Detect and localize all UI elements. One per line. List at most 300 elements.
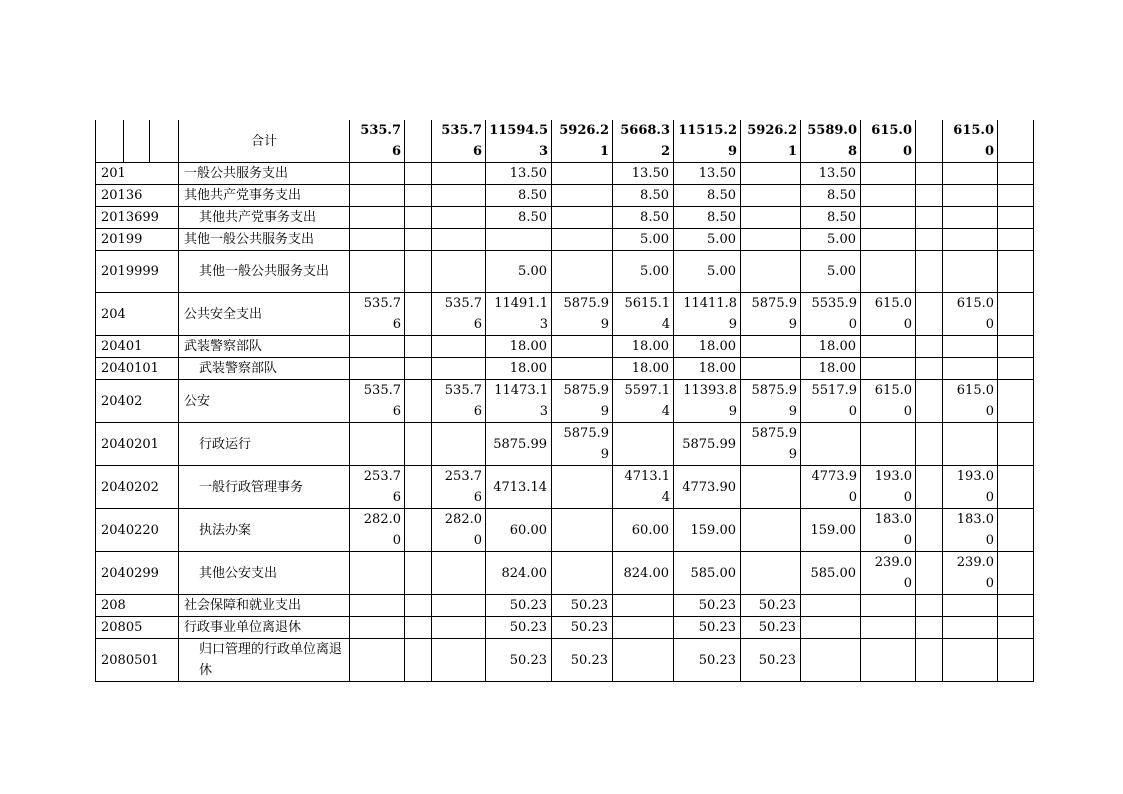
value-part: 9: [788, 447, 797, 462]
value-cell: [405, 595, 432, 617]
value-cell: [405, 229, 432, 251]
value-cell: [613, 595, 674, 617]
row-name: 其他公安支出: [179, 552, 350, 595]
value-cell: 60.00: [613, 509, 674, 552]
table-row: [96, 595, 1034, 617]
value-cell: [613, 293, 674, 336]
value-cell: [943, 336, 998, 358]
value-part: 3: [539, 317, 548, 332]
value-cell: [405, 358, 432, 380]
value-cell: 5875.99: [674, 423, 741, 466]
value-cell: [613, 639, 674, 682]
value-cell: [552, 120, 613, 163]
value-cell: [552, 185, 613, 207]
value-cell: [405, 423, 432, 466]
value-cell: [861, 293, 916, 336]
value-cell: [998, 293, 1034, 336]
value-cell: 5.00: [674, 229, 741, 251]
value-cell: [350, 617, 405, 639]
table-row: [96, 380, 1034, 423]
value-part: 193.0: [874, 469, 912, 484]
value-cell: [741, 466, 801, 509]
value-cell: [916, 617, 943, 639]
value-cell: [432, 229, 486, 251]
value-cell: [350, 423, 405, 466]
value-cell: [486, 380, 552, 423]
value-cell: [552, 336, 613, 358]
value-part: 11594.5: [489, 123, 548, 138]
value-cell: 18.00: [801, 358, 861, 380]
table-row: [96, 185, 1034, 207]
value-cell: [916, 293, 943, 336]
value-part: 5875.9: [751, 383, 797, 398]
value-cell: [741, 423, 801, 466]
value-part: 6: [473, 490, 482, 505]
value-cell: [350, 509, 405, 552]
value-cell: [801, 466, 861, 509]
value-cell: [741, 380, 801, 423]
code-subcell: [124, 120, 150, 163]
value-cell: [552, 423, 613, 466]
value-part: 11473.1: [494, 383, 548, 398]
value-cell: 5875.99: [486, 423, 552, 466]
value-cell: [861, 336, 916, 358]
value-part: 11411.8: [683, 296, 737, 311]
value-cell: [741, 207, 801, 229]
value-part: 615.0: [874, 296, 912, 311]
value-part: 5615.1: [624, 296, 670, 311]
value-cell: [916, 466, 943, 509]
value-cell: [350, 358, 405, 380]
value-part: 11491.1: [494, 296, 548, 311]
row-name: 行政事业单位离退休: [179, 617, 350, 639]
value-part: 4: [661, 490, 670, 505]
value-part: 5875.9: [751, 426, 797, 441]
value-part: 11393.8: [683, 383, 737, 398]
value-cell: 824.00: [613, 552, 674, 595]
row-code: 2040201: [96, 423, 179, 466]
value-part: 535.7: [360, 123, 401, 138]
value-cell: [998, 423, 1034, 466]
value-cell: [916, 251, 943, 293]
value-part: 615.0: [956, 296, 994, 311]
value-cell: [741, 229, 801, 251]
value-cell: 13.50: [801, 163, 861, 185]
value-cell: [916, 207, 943, 229]
row-name: 其他共产党事务支出: [179, 185, 350, 207]
value-part: 0: [392, 533, 401, 548]
value-cell: [405, 617, 432, 639]
value-part: 0: [985, 404, 994, 419]
value-cell: [861, 163, 916, 185]
value-cell: [552, 229, 613, 251]
value-cell: [405, 552, 432, 595]
table-row: [96, 251, 1034, 293]
table-row: [96, 509, 1034, 552]
value-cell: 4773.90: [674, 466, 741, 509]
row-name: 归口管理的行政单位离退休: [179, 639, 350, 682]
value-cell: 5.00: [613, 229, 674, 251]
value-cell: [552, 466, 613, 509]
row-code: 2040220: [96, 509, 179, 552]
value-cell: 5.00: [674, 251, 741, 293]
value-cell: [741, 120, 801, 163]
value-cell: [943, 509, 998, 552]
value-cell: [861, 251, 916, 293]
value-cell: [405, 466, 432, 509]
value-cell: [801, 617, 861, 639]
value-cell: [861, 423, 916, 466]
value-cell: [943, 163, 998, 185]
value-cell: [741, 552, 801, 595]
row-name: 武装警察部队: [179, 358, 350, 380]
value-part: 6: [472, 144, 482, 159]
value-cell: [861, 617, 916, 639]
value-cell: [741, 251, 801, 293]
value-part: 9: [728, 317, 737, 332]
value-cell: 585.00: [801, 552, 861, 595]
value-cell: [943, 293, 998, 336]
value-cell: [998, 229, 1034, 251]
value-cell: [943, 617, 998, 639]
value-cell: [861, 207, 916, 229]
value-part: 1: [599, 144, 609, 159]
value-cell: [350, 185, 405, 207]
value-part: 6: [391, 144, 401, 159]
value-cell: [674, 380, 741, 423]
value-cell: 50.23: [674, 639, 741, 682]
value-part: 9: [788, 404, 797, 419]
value-part: 535.7: [441, 123, 482, 138]
value-part: 535.7: [444, 296, 482, 311]
value-cell: [998, 120, 1034, 163]
value-part: 5875.9: [751, 296, 797, 311]
value-cell: [916, 185, 943, 207]
value-cell: 50.23: [552, 617, 613, 639]
value-cell: 50.23: [741, 617, 801, 639]
value-cell: [998, 639, 1034, 682]
value-cell: [432, 423, 486, 466]
row-code: 2040101: [96, 358, 179, 380]
value-cell: [998, 163, 1034, 185]
value-cell: 18.00: [801, 336, 861, 358]
value-cell: 50.23: [674, 617, 741, 639]
value-part: 6: [392, 317, 401, 332]
value-cell: [998, 358, 1034, 380]
value-cell: [432, 380, 486, 423]
value-cell: [405, 163, 432, 185]
value-cell: 824.00: [486, 552, 552, 595]
value-cell: [801, 380, 861, 423]
value-cell: 8.50: [801, 185, 861, 207]
value-part: 0: [985, 317, 994, 332]
row-name: 公共安全支出: [179, 293, 350, 336]
value-cell: [432, 163, 486, 185]
value-part: 6: [473, 404, 482, 419]
value-cell: [943, 185, 998, 207]
value-cell: [916, 358, 943, 380]
code-subcell: [150, 120, 179, 163]
value-cell: [674, 293, 741, 336]
value-cell: [350, 163, 405, 185]
value-cell: [916, 423, 943, 466]
value-cell: [998, 185, 1034, 207]
value-cell: [552, 163, 613, 185]
value-cell: [943, 552, 998, 595]
value-cell: [741, 185, 801, 207]
value-part: 4: [661, 317, 670, 332]
value-cell: [432, 207, 486, 229]
value-part: 5926.2: [559, 123, 609, 138]
value-cell: 50.23: [486, 639, 552, 682]
value-part: 239.0: [874, 555, 912, 570]
table-row: [96, 163, 1034, 185]
value-cell: [861, 229, 916, 251]
value-cell: [486, 229, 552, 251]
value-cell: [405, 293, 432, 336]
value-cell: 8.50: [613, 207, 674, 229]
value-part: 0: [903, 317, 912, 332]
value-cell: [350, 293, 405, 336]
value-cell: [552, 358, 613, 380]
value-cell: [432, 185, 486, 207]
value-part: 535.7: [363, 383, 401, 398]
row-code: 2019999: [96, 251, 179, 293]
table-row: [96, 336, 1034, 358]
value-cell: [432, 639, 486, 682]
value-cell: [350, 380, 405, 423]
value-part: 0: [848, 490, 857, 505]
value-part: 0: [903, 576, 912, 591]
value-cell: [613, 380, 674, 423]
value-cell: [350, 229, 405, 251]
value-cell: [916, 639, 943, 682]
value-cell: 159.00: [801, 509, 861, 552]
value-cell: 50.23: [552, 595, 613, 617]
value-part: 3: [538, 144, 548, 159]
value-part: 5589.0: [807, 123, 857, 138]
value-part: 282.0: [444, 512, 482, 527]
row-name: 其他共产党事务支出: [179, 207, 350, 229]
value-part: 6: [473, 317, 482, 332]
value-cell: [916, 336, 943, 358]
value-cell: 50.23: [741, 639, 801, 682]
value-cell: 50.23: [486, 617, 552, 639]
value-cell: [801, 120, 861, 163]
value-cell: [350, 552, 405, 595]
value-cell: [861, 380, 916, 423]
row-code: 201: [96, 163, 179, 185]
row-code: 20136: [96, 185, 179, 207]
value-cell: [801, 423, 861, 466]
value-part: 5517.9: [811, 383, 857, 398]
value-cell: 8.50: [486, 207, 552, 229]
value-part: 6: [392, 404, 401, 419]
value-part: 535.7: [444, 383, 482, 398]
value-part: 3: [539, 404, 548, 419]
value-part: 239.0: [956, 555, 994, 570]
value-part: 253.7: [444, 469, 482, 484]
table-row: [96, 293, 1034, 336]
value-cell: [998, 552, 1034, 595]
table-row: [96, 552, 1034, 595]
value-part: 183.0: [874, 512, 912, 527]
value-part: 11515.2: [678, 123, 737, 138]
total-label: 合计: [179, 120, 350, 163]
value-cell: [861, 466, 916, 509]
value-cell: [998, 466, 1034, 509]
value-cell: [405, 251, 432, 293]
table-row: [96, 617, 1034, 639]
value-cell: [998, 251, 1034, 293]
value-cell: [432, 552, 486, 595]
row-code: 2040299: [96, 552, 179, 595]
value-cell: [552, 552, 613, 595]
value-cell: [916, 509, 943, 552]
value-cell: [861, 358, 916, 380]
value-cell: [350, 336, 405, 358]
value-cell: 5.00: [613, 251, 674, 293]
value-cell: [801, 595, 861, 617]
value-cell: 18.00: [674, 336, 741, 358]
value-cell: 585.00: [674, 552, 741, 595]
value-part: 8: [847, 144, 857, 159]
value-part: 0: [903, 533, 912, 548]
budget-table: [95, 120, 1034, 682]
value-part: 9: [600, 404, 609, 419]
value-part: 615.0: [956, 383, 994, 398]
value-cell: 18.00: [613, 358, 674, 380]
value-cell: 5.00: [801, 251, 861, 293]
value-part: 9: [600, 447, 609, 462]
table-row: [96, 207, 1034, 229]
value-cell: [350, 120, 405, 163]
row-code: 20401: [96, 336, 179, 358]
value-cell: [432, 617, 486, 639]
value-cell: [943, 358, 998, 380]
value-part: 4: [661, 404, 670, 419]
row-name: 社会保障和就业支出: [179, 595, 350, 617]
value-cell: [741, 293, 801, 336]
value-cell: [916, 552, 943, 595]
row-name: 一般行政管理事务: [179, 466, 350, 509]
value-cell: [552, 251, 613, 293]
value-cell: [405, 380, 432, 423]
value-cell: [943, 251, 998, 293]
value-cell: [943, 423, 998, 466]
value-cell: [998, 336, 1034, 358]
value-cell: 50.23: [486, 595, 552, 617]
value-cell: [486, 293, 552, 336]
value-cell: [405, 336, 432, 358]
value-part: 9: [788, 317, 797, 332]
value-part: 0: [985, 490, 994, 505]
value-cell: [350, 595, 405, 617]
value-cell: [916, 120, 943, 163]
row-code: 2013699: [96, 207, 179, 229]
value-cell: [861, 552, 916, 595]
value-part: 0: [902, 144, 912, 159]
value-part: 4713.1: [624, 469, 670, 484]
value-part: 0: [848, 404, 857, 419]
table-row: [96, 466, 1034, 509]
table-row: [96, 229, 1034, 251]
row-code: 2040202: [96, 466, 179, 509]
value-cell: [552, 509, 613, 552]
value-cell: [552, 380, 613, 423]
row-code: 2080501: [96, 639, 179, 682]
value-cell: 8.50: [613, 185, 674, 207]
value-cell: [943, 229, 998, 251]
value-cell: [943, 639, 998, 682]
value-cell: [741, 163, 801, 185]
value-part: 2: [660, 144, 670, 159]
value-part: 615.0: [871, 123, 912, 138]
row-code: 20402: [96, 380, 179, 423]
value-cell: [674, 120, 741, 163]
value-part: 5597.1: [624, 383, 670, 398]
value-cell: [405, 185, 432, 207]
value-cell: [861, 509, 916, 552]
value-cell: 18.00: [674, 358, 741, 380]
value-part: 0: [473, 533, 482, 548]
value-cell: [486, 120, 552, 163]
value-cell: [916, 595, 943, 617]
value-cell: [861, 595, 916, 617]
value-cell: 50.23: [674, 595, 741, 617]
value-cell: [350, 639, 405, 682]
value-part: 615.0: [953, 123, 994, 138]
value-cell: [432, 509, 486, 552]
value-cell: [741, 358, 801, 380]
value-part: 0: [985, 576, 994, 591]
value-cell: 159.00: [674, 509, 741, 552]
value-part: 193.0: [956, 469, 994, 484]
value-cell: [861, 185, 916, 207]
row-code: 208: [96, 595, 179, 617]
value-cell: [350, 466, 405, 509]
value-cell: [741, 336, 801, 358]
value-cell: [801, 293, 861, 336]
value-cell: [552, 293, 613, 336]
value-cell: [405, 207, 432, 229]
value-cell: [613, 120, 674, 163]
value-cell: [613, 617, 674, 639]
value-part: 9: [727, 144, 737, 159]
value-cell: [350, 207, 405, 229]
value-part: 615.0: [874, 383, 912, 398]
row-name: 一般公共服务支出: [179, 163, 350, 185]
value-part: 4773.9: [811, 469, 857, 484]
value-cell: [943, 466, 998, 509]
value-part: 0: [848, 317, 857, 332]
value-cell: 18.00: [613, 336, 674, 358]
value-part: 0: [903, 404, 912, 419]
value-cell: 13.50: [674, 163, 741, 185]
value-cell: [613, 466, 674, 509]
value-part: 9: [728, 404, 737, 419]
row-name: 执法办案: [179, 509, 350, 552]
value-cell: [998, 617, 1034, 639]
value-part: 6: [392, 490, 401, 505]
value-cell: [405, 639, 432, 682]
value-cell: [613, 423, 674, 466]
row-name: 公安: [179, 380, 350, 423]
row-code: 20805: [96, 617, 179, 639]
table-row: [96, 423, 1034, 466]
value-part: 5668.3: [620, 123, 670, 138]
value-cell: 13.50: [613, 163, 674, 185]
